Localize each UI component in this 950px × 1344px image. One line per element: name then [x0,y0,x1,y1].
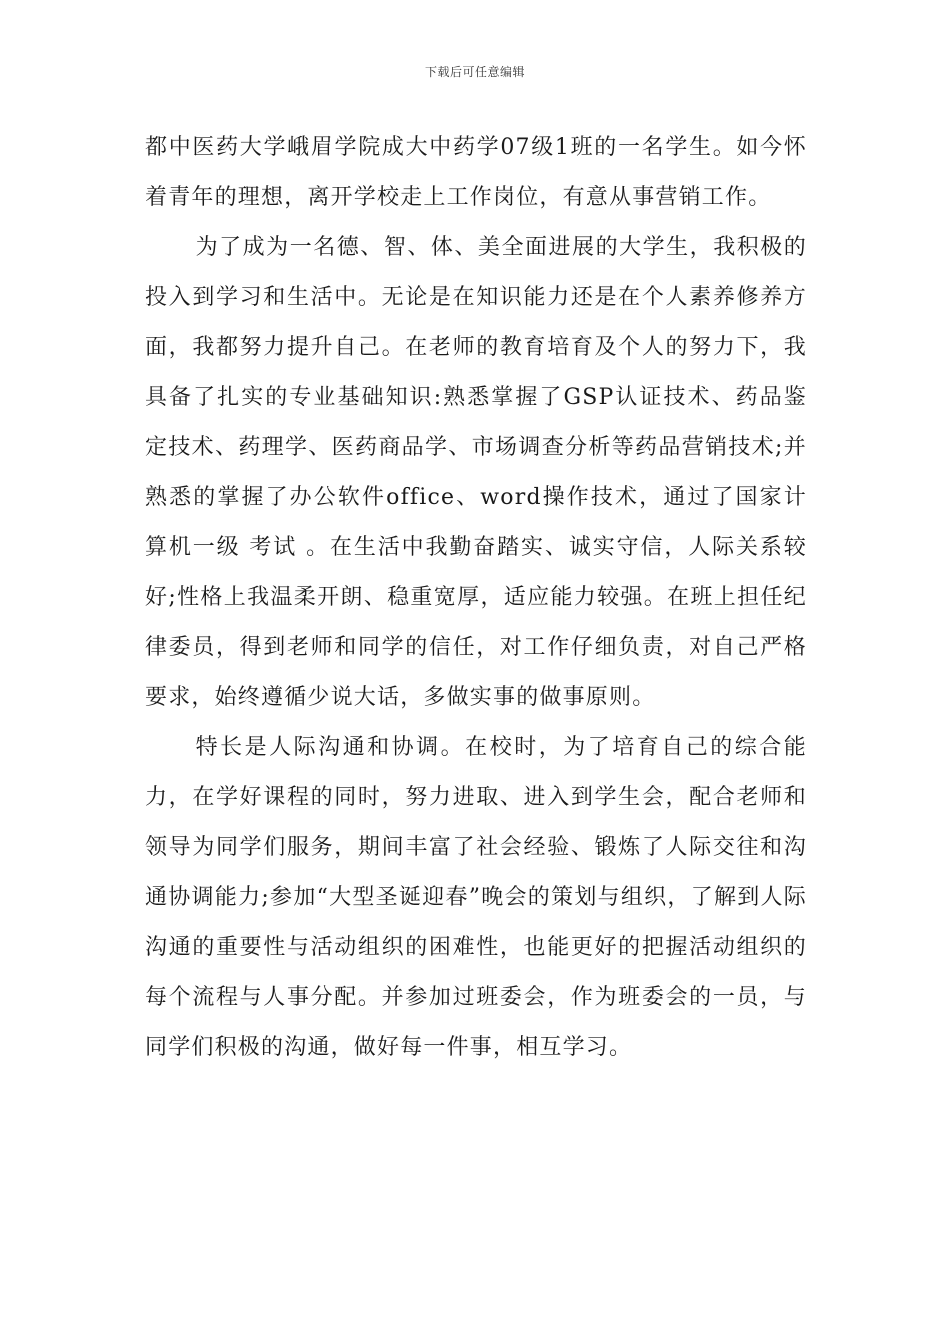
paragraph-intro: 都中医药大学峨眉学院成大中药学07级1班的一名学生。如今怀着青年的理想，离开学校走上工作岗位，有意从事营销工作。 [145,135,807,210]
paragraph-study-skills: 为了成为一名德、智、体、美全面进展的大学生，我积极的投入到学习和生活中。无论是在知识能力还是在个人素养修养方面，我都努力提升自己。在老师的教育培育及个人的努力下，我具备了扎实的专业基础知识:熟悉掌握了GSP认证技术、药品鉴定技术、药理学、医药商品学、市场调查分析等药品营销技术;并熟悉的掌握了办公软件office、word操作技术，通过了国家计算机一级 考试 。在生活中我勤奋踏实、诚实守信，人际关系较好;性格上我温柔开朗、稳重宽厚，适应能力较强。在班上担任纪律委员，得到老师和同学的信任，对工作仔细负责，对自己严格要求，始终遵循少说大话，多做实事的做事原则。 [145,235,807,710]
paragraph-strengths: 特长是人际沟通和协调。在校时，为了培育自己的综合能力，在学好课程的同时，努力进取、进入到学生会，配合老师和领导为同学们服务，期间丰富了社会经验、锻炼了人际交往和沟通协调能力;参加“大型圣诞迎春”晚会的策划与组织，了解到人际沟通的重要性与活动组织的困难性，也能更好的把握活动组织的每个流程与人事分配。并参加过班委会，作为班委会的一员，与同学们积极的沟通，做好每一件事，相互学习。 [145,735,807,1060]
document-body [145,123,807,1073]
page-header-note: 下载后可任意编辑 [424,65,525,79]
